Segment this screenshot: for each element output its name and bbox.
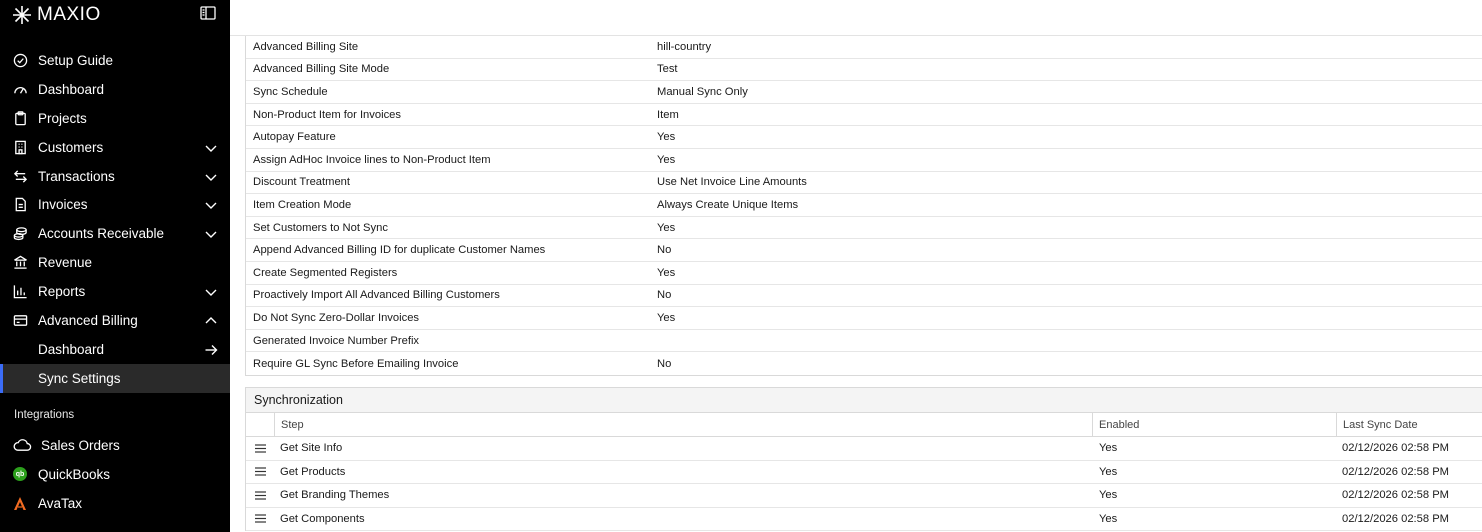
nav-label: Sales Orders bbox=[41, 437, 120, 453]
check-circle-icon bbox=[12, 52, 28, 68]
maxio-logo-icon bbox=[12, 5, 32, 25]
nav-customers[interactable] bbox=[0, 133, 230, 162]
table-row bbox=[246, 484, 1482, 508]
quickbooks-icon bbox=[12, 466, 28, 482]
drag-handle-icon[interactable] bbox=[246, 461, 274, 484]
bank-icon bbox=[12, 255, 28, 271]
nav-advanced-billing[interactable] bbox=[0, 306, 230, 335]
setting-value: Yes bbox=[657, 311, 676, 324]
setting-key: Append Advanced Billing ID for duplicate Customer Names bbox=[253, 244, 546, 257]
nav-label: Invoices bbox=[38, 197, 88, 213]
table-row bbox=[246, 437, 1482, 461]
setting-value: hill-country bbox=[657, 40, 712, 53]
step-last-sync: 02/12/2026 02:58 PM bbox=[1342, 465, 1449, 478]
setting-value: Yes bbox=[657, 221, 676, 234]
settings-row bbox=[246, 217, 1482, 240]
nav-dashboard[interactable] bbox=[0, 75, 230, 104]
nav-label: Transactions bbox=[38, 168, 115, 184]
settings-table bbox=[245, 36, 1482, 376]
nav-label: AvaTax bbox=[38, 495, 83, 511]
document-icon bbox=[12, 197, 28, 213]
settings-row bbox=[246, 285, 1482, 308]
column-header-last-sync[interactable]: Last Sync Date bbox=[1336, 413, 1482, 436]
nav-label: Advanced Billing bbox=[38, 312, 138, 328]
settings-row bbox=[246, 307, 1482, 330]
settings-row bbox=[246, 59, 1482, 82]
step-last-sync: 02/12/2026 02:58 PM bbox=[1342, 512, 1449, 525]
settings-row bbox=[246, 352, 1482, 375]
chevron-down-icon[interactable] bbox=[204, 198, 218, 212]
setting-value: Use Net Invoice Line Amounts bbox=[657, 176, 807, 189]
setting-key: Advanced Billing Site bbox=[253, 40, 359, 53]
card-icon bbox=[12, 312, 28, 328]
table-row bbox=[246, 508, 1482, 532]
setting-key: Generated Invoice Number Prefix bbox=[253, 334, 420, 347]
setting-key: Item Creation Mode bbox=[253, 198, 352, 211]
settings-row bbox=[246, 239, 1482, 262]
synchronization-panel bbox=[245, 387, 1482, 531]
bar-chart-icon bbox=[12, 284, 28, 300]
setting-value: No bbox=[657, 244, 672, 257]
step-name: Get Products bbox=[280, 465, 346, 478]
brand[interactable] bbox=[12, 5, 101, 25]
setting-key: Require GL Sync Before Emailing Invoice bbox=[253, 357, 459, 370]
column-header-enabled[interactable]: Enabled bbox=[1092, 413, 1336, 436]
step-enabled: Yes bbox=[1099, 442, 1118, 455]
chevron-up-icon[interactable] bbox=[204, 314, 218, 328]
sidebar bbox=[0, 0, 230, 532]
nav-transactions[interactable] bbox=[0, 162, 230, 191]
setting-key: Create Segmented Registers bbox=[253, 266, 398, 279]
arrow-right-icon bbox=[204, 343, 218, 357]
setting-value: Yes bbox=[657, 131, 676, 144]
nav-label: Dashboard bbox=[38, 81, 105, 97]
step-last-sync: 02/12/2026 02:58 PM bbox=[1342, 489, 1449, 502]
nav-accounts-receivable[interactable] bbox=[0, 219, 230, 248]
nav-label: QuickBooks bbox=[38, 466, 111, 482]
top-bar bbox=[230, 0, 1482, 36]
quickbooks-badge: qb bbox=[13, 467, 27, 481]
setting-value: No bbox=[657, 357, 672, 370]
nav-sales-orders[interactable] bbox=[0, 431, 230, 460]
step-name: Get Components bbox=[280, 512, 365, 525]
integrations-heading: Integrations bbox=[14, 409, 75, 421]
clipboard-icon bbox=[12, 110, 28, 126]
nav-reports[interactable] bbox=[0, 277, 230, 306]
sync-table-header bbox=[246, 413, 1482, 437]
nav-label: Reports bbox=[38, 284, 86, 300]
setting-value: Manual Sync Only bbox=[657, 85, 748, 98]
arrows-swap-icon bbox=[12, 168, 28, 184]
setting-key: Do Not Sync Zero-Dollar Invoices bbox=[253, 311, 420, 324]
settings-row bbox=[246, 104, 1482, 127]
setting-value: Test bbox=[657, 63, 678, 76]
drag-handle-icon[interactable] bbox=[246, 437, 274, 460]
setting-key: Sync Schedule bbox=[253, 85, 328, 98]
setting-value: No bbox=[657, 289, 672, 302]
setting-key: Assign AdHoc Invoice lines to Non-Product Item bbox=[253, 153, 491, 166]
setting-key: Autopay Feature bbox=[253, 131, 336, 144]
setting-value: Item bbox=[657, 108, 679, 121]
cloud-icon bbox=[12, 437, 32, 453]
building-icon bbox=[12, 139, 28, 155]
step-name: Get Branding Themes bbox=[280, 489, 390, 502]
nav-label: Sync Settings bbox=[38, 370, 121, 386]
drag-column-header bbox=[246, 413, 274, 436]
settings-row bbox=[246, 36, 1482, 59]
nav-label: Revenue bbox=[38, 255, 93, 271]
gauge-icon bbox=[12, 81, 28, 97]
nav-label: Dashboard bbox=[38, 341, 105, 357]
nav-setup-guide[interactable] bbox=[0, 46, 230, 75]
setting-value: Yes bbox=[657, 153, 676, 166]
step-enabled: Yes bbox=[1099, 489, 1118, 502]
setting-key: Advanced Billing Site Mode bbox=[253, 63, 390, 76]
setting-value: Always Create Unique Items bbox=[657, 198, 799, 211]
drag-handle-icon[interactable] bbox=[246, 508, 274, 531]
nav-label: Setup Guide bbox=[38, 52, 114, 68]
avatax-icon bbox=[12, 495, 28, 511]
settings-row bbox=[246, 126, 1482, 149]
nav-quickbooks[interactable] bbox=[0, 460, 230, 489]
settings-row bbox=[246, 330, 1482, 353]
nav-label: Customers bbox=[38, 139, 104, 155]
nav-invoices[interactable] bbox=[0, 190, 230, 219]
sidebar-collapse-icon[interactable] bbox=[200, 6, 216, 20]
nav-projects[interactable] bbox=[0, 104, 230, 133]
setting-key: Proactively Import All Advanced Billing Customers bbox=[253, 289, 500, 302]
settings-row bbox=[246, 172, 1482, 195]
setting-key: Non-Product Item for Invoices bbox=[253, 108, 401, 121]
step-enabled: Yes bbox=[1099, 512, 1118, 525]
setting-key: Set Customers to Not Sync bbox=[253, 221, 388, 234]
settings-row bbox=[246, 149, 1482, 172]
coins-icon bbox=[12, 226, 28, 242]
main-nav bbox=[0, 46, 230, 393]
nav-label: Accounts Receivable bbox=[38, 226, 165, 242]
setting-key: Discount Treatment bbox=[253, 176, 350, 189]
drag-handle-icon[interactable] bbox=[246, 484, 274, 507]
brand-name: MAXIO bbox=[37, 4, 101, 25]
chevron-down-icon[interactable] bbox=[204, 170, 218, 184]
settings-row bbox=[246, 262, 1482, 285]
synchronization-title: Synchronization bbox=[246, 388, 1482, 413]
nav-sync-settings[interactable] bbox=[0, 364, 230, 393]
nav-label: Projects bbox=[38, 110, 87, 126]
column-header-step[interactable]: Step bbox=[274, 413, 1092, 436]
nav-revenue[interactable] bbox=[0, 248, 230, 277]
nav-avatax[interactable] bbox=[0, 489, 230, 518]
nav-ab-dashboard[interactable] bbox=[0, 335, 230, 364]
chevron-down-icon[interactable] bbox=[204, 227, 218, 241]
step-name: Get Site Info bbox=[280, 442, 343, 455]
chevron-down-icon[interactable] bbox=[204, 141, 218, 155]
chevron-down-icon[interactable] bbox=[204, 285, 218, 299]
table-row bbox=[246, 461, 1482, 485]
settings-row bbox=[246, 194, 1482, 217]
integrations-nav bbox=[0, 431, 230, 518]
setting-value: Yes bbox=[657, 266, 676, 279]
settings-row bbox=[246, 81, 1482, 104]
step-last-sync: 02/12/2026 02:58 PM bbox=[1342, 442, 1449, 455]
step-enabled: Yes bbox=[1099, 465, 1118, 478]
